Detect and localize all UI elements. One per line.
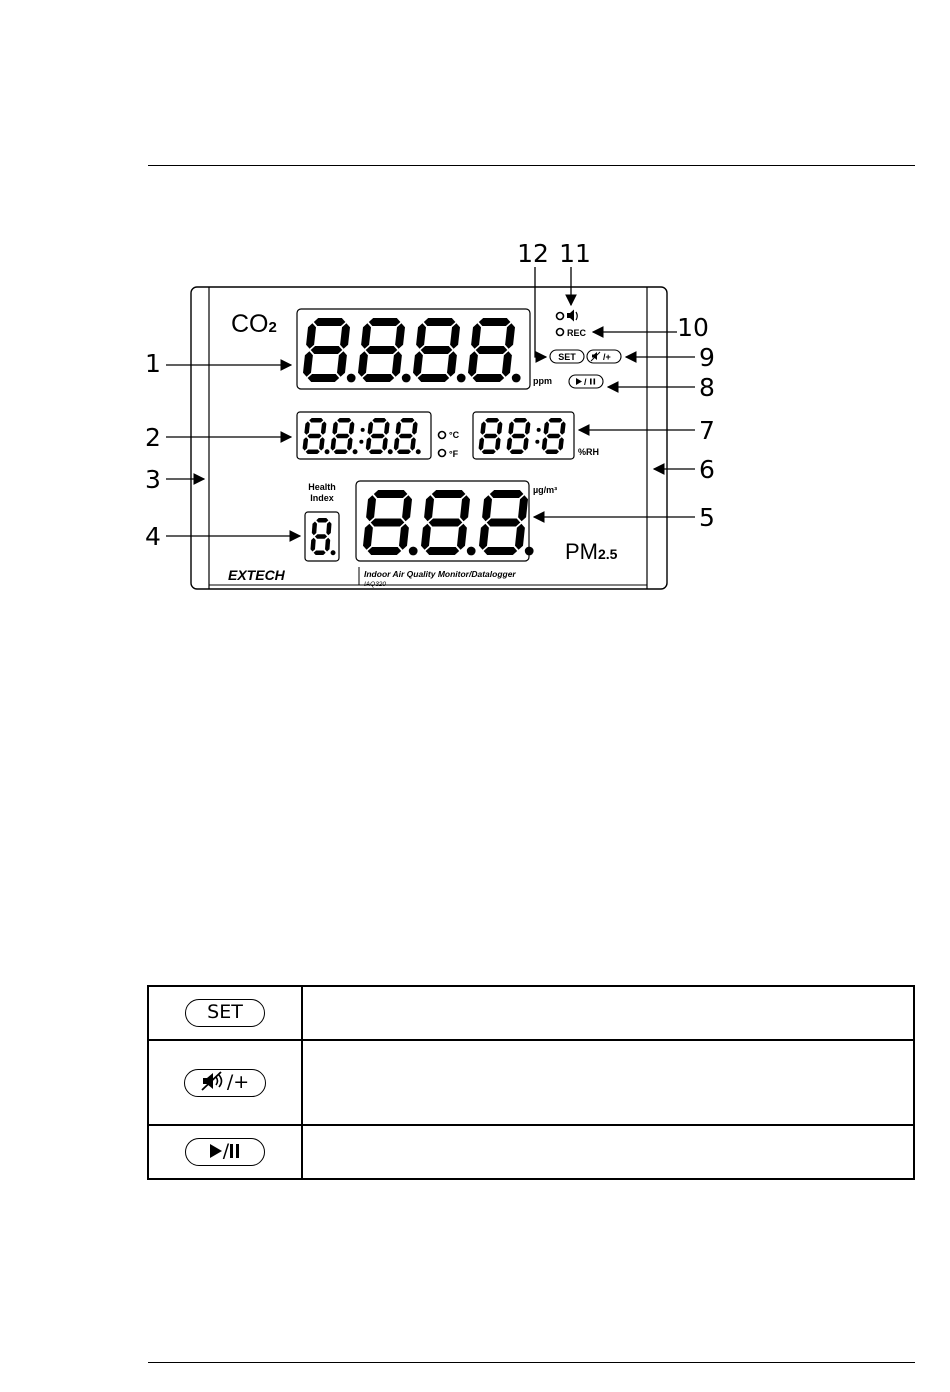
seven-segment-digit [358, 318, 411, 382]
seven-segment-digit [468, 318, 521, 382]
seven-segment-digit [331, 418, 358, 454]
callout-5: 5 [699, 503, 715, 532]
play-pause-slash: / [584, 377, 587, 387]
mute-icon [201, 1071, 227, 1091]
co2-digits [303, 318, 521, 382]
table-row [148, 986, 914, 1040]
seven-segment-digit [366, 418, 393, 454]
ppm-unit: ppm [533, 376, 552, 386]
pause-icon [590, 379, 592, 385]
seven-segment-digit [363, 490, 418, 555]
seven-segment-digit [479, 418, 503, 454]
callout-4: 4 [145, 522, 161, 551]
key-description [302, 1040, 914, 1125]
product-name: Indoor Air Quality Monitor/Datalogger [364, 569, 516, 579]
callout-8: 8 [699, 373, 715, 402]
rec-indicator [557, 329, 564, 336]
key-cell [148, 1125, 302, 1179]
temperature-digits [303, 418, 421, 454]
pm25-label: PM2.5 [565, 539, 618, 564]
seven-segment-digit [507, 418, 531, 454]
callout-7: 7 [699, 416, 715, 445]
seven-segment-digit [542, 418, 566, 454]
seven-segment-digit [421, 490, 476, 555]
seven-segment-digit [303, 318, 356, 382]
play-icon [576, 378, 582, 385]
callout-9: 9 [699, 343, 715, 372]
seven-segment-digit [311, 518, 336, 555]
set-button-label: SET [558, 352, 576, 362]
seven-segment-digit [413, 318, 466, 382]
key-description [302, 1125, 914, 1179]
pause-icon [229, 1144, 241, 1158]
key-cell [148, 1040, 302, 1125]
callout-2: 2 [145, 423, 161, 452]
pm25-digits [363, 490, 534, 555]
pm-unit: µg/m³ [533, 485, 558, 495]
seven-segment-digit [303, 418, 330, 454]
mute-plus-label: /+ [603, 352, 611, 362]
rh-unit: %RH [578, 447, 600, 457]
seven-segment-digit [479, 490, 534, 555]
alarm-indicator [557, 313, 564, 320]
celsius-label: °C [449, 430, 460, 440]
health-label: Health [308, 482, 336, 492]
play-icon [209, 1143, 223, 1159]
seven-segment-digit [394, 418, 421, 454]
model-number: IAQ320 [364, 581, 387, 588]
callout-6: 6 [699, 455, 715, 484]
brand-logo: EXTECH [228, 567, 285, 583]
celsius-indicator [439, 432, 446, 439]
rec-label: REC [567, 328, 587, 338]
fahrenheit-label: °F [449, 449, 459, 459]
key-description [302, 986, 914, 1040]
bottom-rule [148, 1362, 915, 1363]
co2-label: CO2 [231, 310, 277, 338]
button-key-table [147, 985, 915, 1180]
table-row [148, 1040, 914, 1125]
speaker-icon [567, 310, 574, 322]
index-label: Index [310, 493, 334, 503]
table-row [148, 1125, 914, 1179]
play-pause-key: / [185, 1138, 265, 1166]
callout-1: 1 [145, 349, 161, 378]
mute-plus-key: /+ [184, 1069, 266, 1097]
callout-12: 12 [517, 239, 549, 268]
callout-11: 11 [559, 239, 591, 268]
fahrenheit-indicator [439, 450, 446, 457]
set-key: SET [185, 999, 265, 1027]
callout-10: 10 [677, 313, 709, 342]
callout-3: 3 [145, 465, 161, 494]
humidity-digits [479, 418, 566, 454]
health-index-digit [311, 518, 336, 555]
key-cell [148, 986, 302, 1040]
